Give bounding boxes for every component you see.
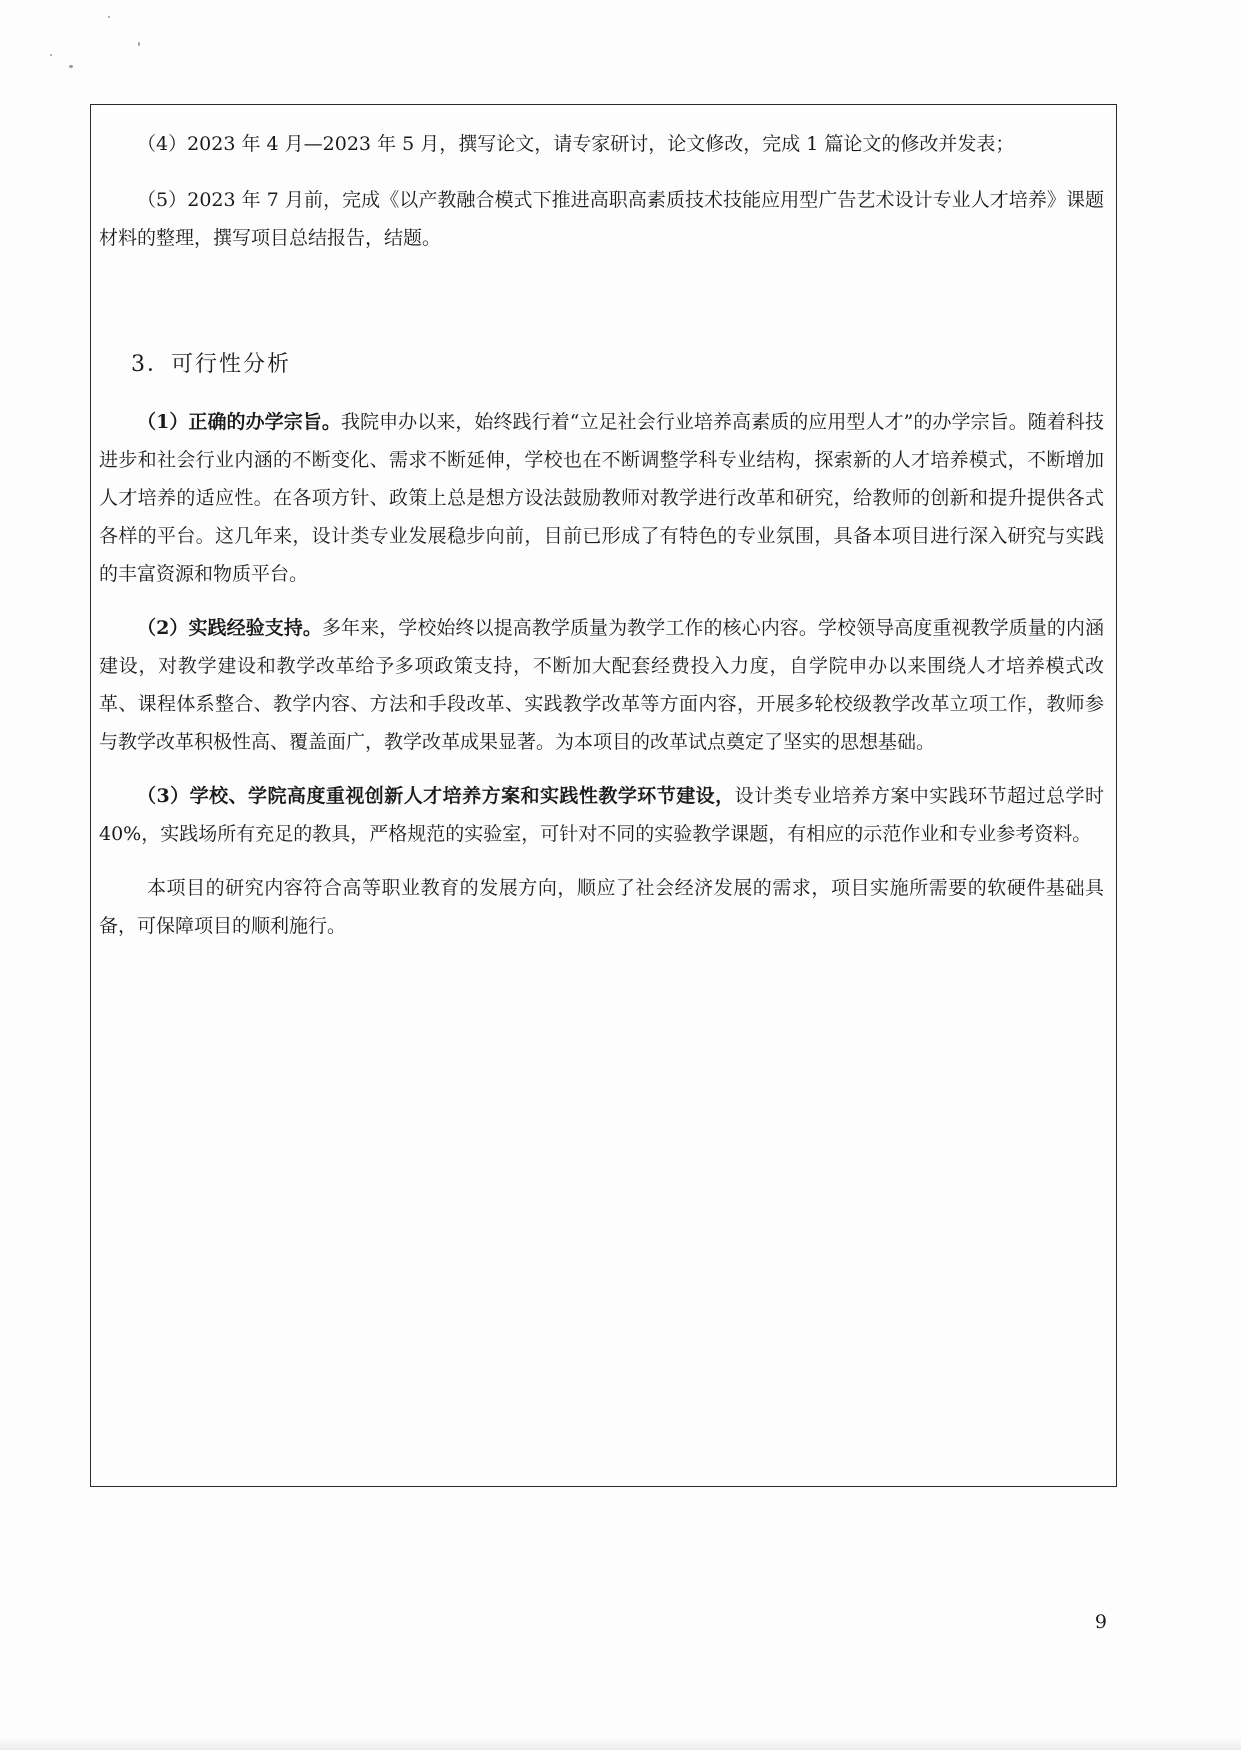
scan-edge-shadow (0, 1736, 1241, 1750)
feasibility-item-2 (99, 609, 1104, 761)
scan-speck (69, 65, 73, 68)
conclusion-paragraph: 本项目的研究内容符合高等职业教育的发展方向，顺应了社会经济发展的需求，项目实施所需要的软硬件基础具备，可保障项目的顺利施行。 (99, 877, 1104, 937)
plan-item-4: （4）2023 年 4 月—2023 年 5 月，撰写论文，请专家研讨，论文修改，完成 1 篇论文的修改并发表； (137, 133, 1015, 155)
feasibility-item-1 (99, 403, 1104, 593)
scan-speck (138, 42, 140, 46)
feasibility-item-3 (99, 777, 1104, 853)
feasibility-item-lead: （1）正确的办学宗旨。 (137, 411, 341, 433)
feasibility-item-text: 设计类专业培养方案中实践环节超过总学时 40%，实践场所有充足的教具，严格规范的实验室，可针对不同的实验教学课题，有相应的示范作业和专业参考资料。 (99, 785, 1104, 845)
scan-speck (50, 54, 52, 56)
plan-item-5: （5）2023 年 7 月前，完成《以产教融合模式下推进高职高素质技术技能应用型广告艺术设计专业人才培养》课题材料的整理，撰写项目总结报告，结题。 (99, 189, 1104, 249)
section-heading: 3．可行性分析 (131, 352, 291, 377)
content-area (99, 125, 1104, 945)
feasibility-item-text: 多年来，学校始终以提高教学质量为教学工作的核心内容。学校领导高度重视教学质量的内涵建设，对教学建设和教学改革给予多项政策支持，不断加大配套经费投入力度，自学院申办以来围绕人才培养模式改革、课程体系整合、教学内容、方法和手段改革、实践教学改革等方面内容，开展多轮校级教学改革立项工作，教师参与教学改革积极性高、覆盖面广，教学改革成果显著。为本项目的改革试点奠定了坚实的思想基础。 (99, 617, 1104, 753)
content-table-frame (90, 104, 1117, 1487)
feasibility-item-lead: （3）学校、学院高度重视创新人才培养方案和实践性教学环节建设， (137, 785, 735, 807)
page-number: 9 (1094, 1611, 1107, 1633)
feasibility-item-text: 我院申办以来，始终践行着“立足社会行业培养高素质的应用型人才”的办学宗旨。随着科技进步和社会行业内涵的不断变化、需求不断延伸，学校也在不断调整学科专业结构，探索新的人才培养模式，不断增加人才培养的适应性。在各项方针、政策上总是想方设法鼓励教师对教学进行改革和研究，给教师的创新和提升提供各式各样的平台。这几年来，设计类专业发展稳步向前，目前已形成了有特色的专业氛围，具备本项目进行深入研究与实践的丰富资源和物质平台。 (99, 411, 1104, 585)
feasibility-item-lead: （2）实践经验支持。 (137, 617, 322, 639)
scan-speck (108, 16, 110, 18)
